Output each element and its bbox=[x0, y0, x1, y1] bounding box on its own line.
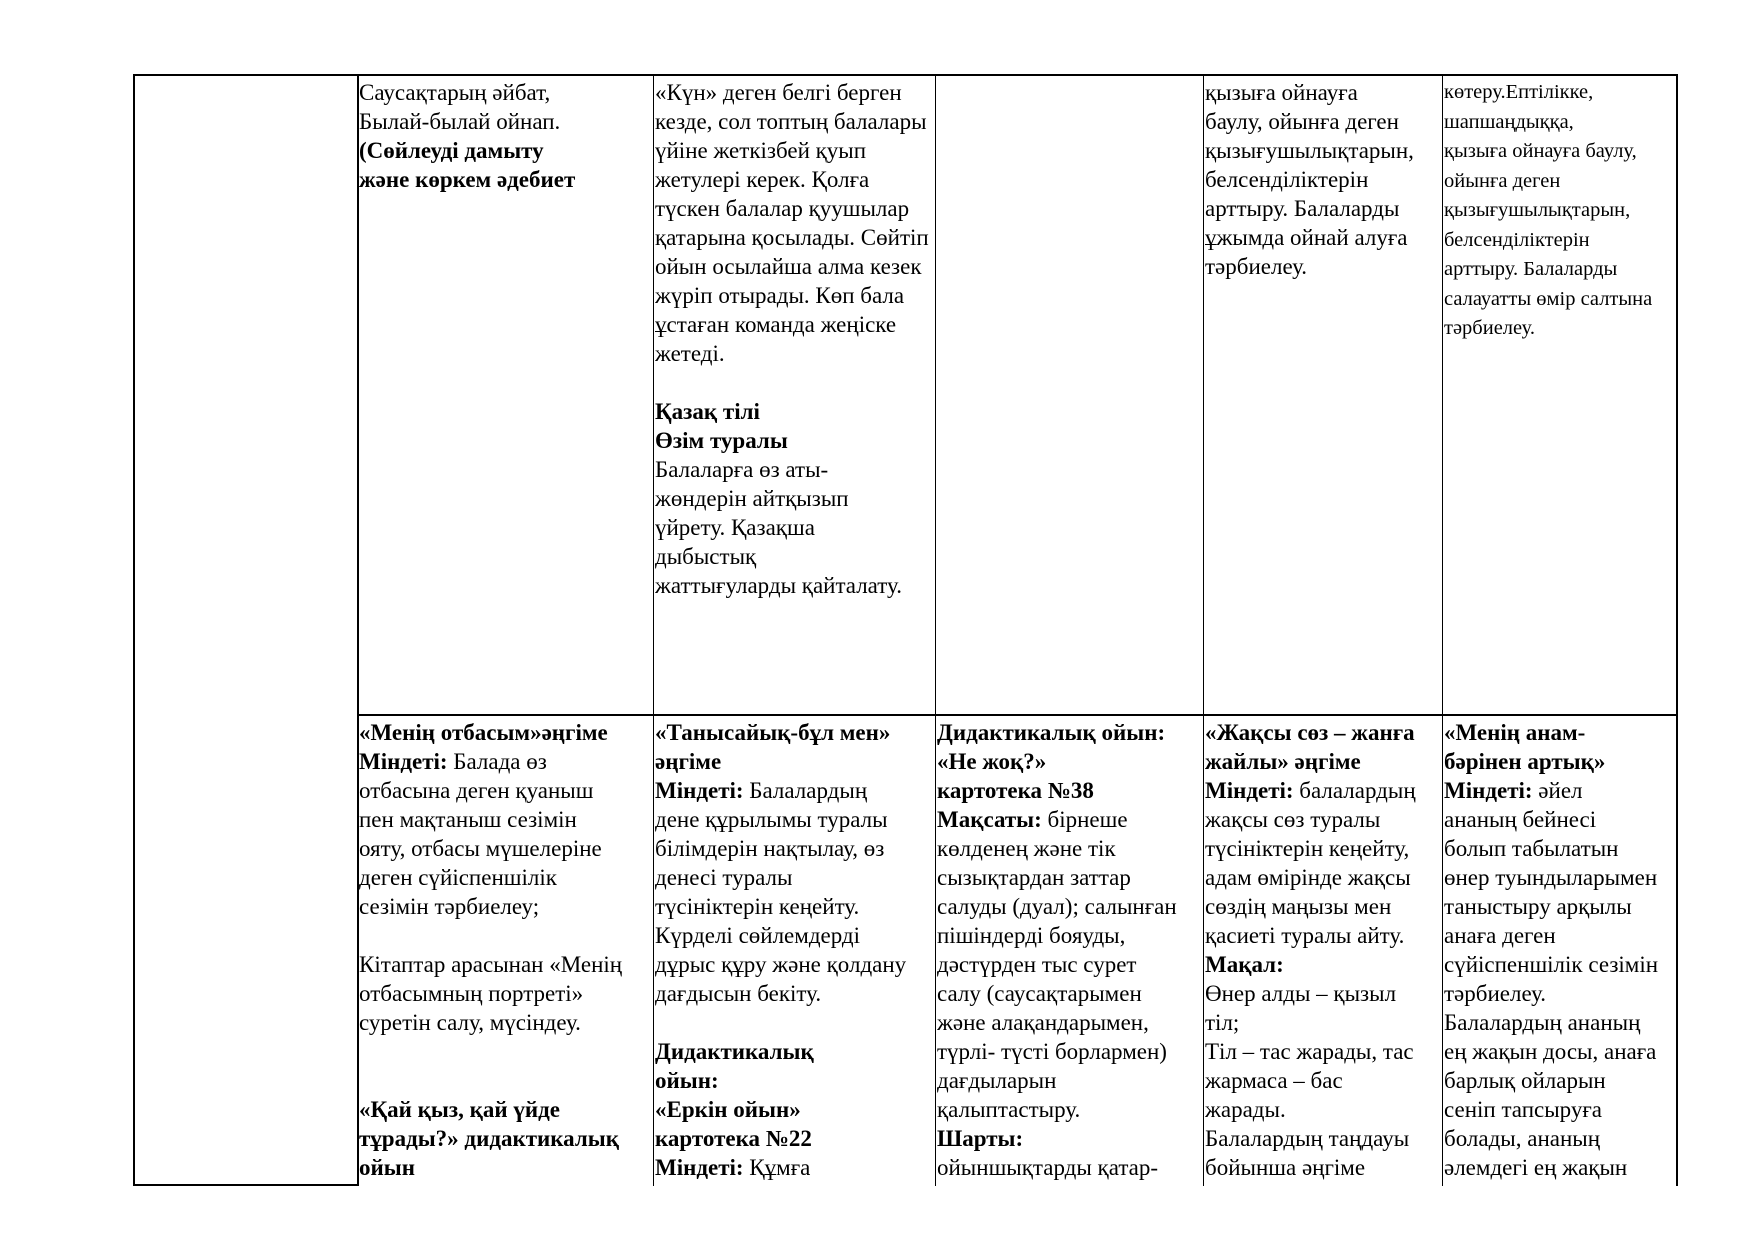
row1-col2-cell bbox=[655, 78, 935, 600]
task-text: Балада өз отбасына деген қуаныш пен мақтаныш сезімін ояту, отбасы мүшелеріне деген сүйіспеншілік сезімін тәрбиелеу; bbox=[359, 749, 602, 919]
rhyme-line-1: Саусақтарың әйбат, bbox=[359, 80, 551, 105]
task-text: Балалардың дене құрылымы туралы білімдерін нақтылау, өз денесі туралы түсініктерін кеңейту. Күрделі сөйлемдерді дұрыс құру және қолдану дағдысын бекіту. bbox=[655, 778, 907, 1006]
proverb-text: Өнер алды – қызыл тіл; Тіл – тас жарады, тас жармаса – бас жарады. Балалардың таңдауы бойынша әңгіме bbox=[1205, 981, 1414, 1180]
row-divider bbox=[359, 714, 1678, 716]
goal-text: бірнеше көлденең және тік сызықтардан заттар салуды (дуал); салынған пішіндерді бояуды, дәстүрден тыс сурет салу (саусақтарымен және алақандарымен, түрлі- түсті борлармен) дағдыларын қалыптастыру. bbox=[937, 807, 1177, 1122]
activity-title: «Танысайық-бұл мен» әңгіме bbox=[655, 720, 891, 774]
activity-title: «Жақсы сөз – жанға жайлы» әңгіме bbox=[1205, 720, 1415, 774]
column-divider-5 bbox=[1442, 74, 1443, 1186]
drawing-task-text: Кітаптар арасынан «Менің отбасымның портреті» суретін салу, мүсіндеу. bbox=[359, 952, 623, 1035]
task-label: Міндеті: bbox=[1444, 778, 1533, 803]
row2-col1-cell bbox=[359, 718, 651, 1184]
subject-heading: Қазақ тілі bbox=[655, 399, 760, 424]
table-top-border bbox=[133, 74, 1678, 76]
task-text-2: Құмға bbox=[743, 1155, 811, 1180]
task-text: әйел ананың бейнесі болып табылатын өнер туындыларымен таныстыру арқылы анаға деген сүйіспеншілік сезімін тәрбиелеу. Балалардың ананың ең жақын досы, анаға барлық ойларын сеніп тапсыруға болады, ананың әлемдегі ең жақын bbox=[1444, 778, 1659, 1180]
first-column-bottom-border bbox=[133, 1184, 359, 1186]
activity-title: «Менің отбасым»әңгіме bbox=[359, 720, 608, 745]
proverb-label: Мақал: bbox=[1205, 952, 1284, 977]
rhyme-line-2: Былай-былай ойнап. bbox=[359, 109, 561, 134]
table-left-border bbox=[133, 74, 135, 1186]
task-label: Міндеті: bbox=[359, 749, 448, 774]
game-title: «Қай қыз, қай үйде тұрады?» дидактикалық ойын bbox=[359, 1097, 619, 1180]
goal-label: Мақсаты: bbox=[937, 807, 1042, 832]
row2-col2-cell bbox=[655, 718, 935, 1184]
task-label-2: Міндеті: bbox=[655, 1155, 744, 1180]
goal-text: көтеру.Ептілікке, шапшаңдыққа, қызыға ойнауға баулу, ойынға деген қызығушылықтарын, белсенділіктерін арттыру. Балаларды салауатты өмір салтына тәрбиелеу. bbox=[1444, 81, 1653, 339]
column-divider-2 bbox=[653, 74, 654, 1186]
task-text: балалардың жақсы сөз туралы түсініктерін кеңейту, адам өмірінде жақсы сөздің маңызы мен қасиеті туралы айту. bbox=[1205, 778, 1416, 948]
task-label: Міндеті: bbox=[655, 778, 744, 803]
table-right-border bbox=[1676, 74, 1678, 1186]
row1-col4-cell bbox=[1205, 78, 1441, 281]
subject-label: (Сөйлеуді дамыту және көркем әдебиет bbox=[359, 138, 576, 192]
game-title: Дидактикалық ойын: «Еркін ойын» картотека №22 bbox=[655, 1039, 814, 1151]
goal-text: қызыға ойнауға баулу, ойынға деген қызығушылықтарын, белсенділіктерін арттыру. Балаларды ұжымда ойнай алуға тәрбиелеу. bbox=[1205, 80, 1414, 279]
rules-text: ойыншықтарды қатар- bbox=[937, 1155, 1159, 1180]
topic-heading: Өзім туралы bbox=[655, 428, 788, 453]
row2-col3-cell bbox=[937, 718, 1203, 1184]
row1-col1-cell bbox=[359, 78, 651, 194]
activity-title: Дидактикалық ойын: «Не жоқ?» картотека №38 bbox=[937, 720, 1166, 803]
topic-description: Балаларға өз аты- жөндерін айтқызып үйрету. Қазақша дыбыстық жаттығуларды қайталату. bbox=[655, 457, 902, 598]
column-divider-3 bbox=[935, 74, 936, 1186]
activity-title: «Менің анам- бәрінен артық» bbox=[1444, 720, 1606, 774]
row2-col4-cell bbox=[1205, 718, 1441, 1184]
task-label: Міндеті: bbox=[1205, 778, 1294, 803]
column-divider-4 bbox=[1203, 74, 1204, 1186]
rules-label: Шарты: bbox=[937, 1126, 1024, 1151]
row2-col5-cell bbox=[1444, 718, 1676, 1184]
game-description: «Күн» деген белгі берген кезде, сол топтың балалары үйіне жеткізбей қуып жетулері керек. Қолға түскен балалар қуушылар қатарына қосылады. Сөйтіп ойын осылайша алма кезек жүріп отырады. Көп бала ұстаған команда жеңіске жетеді. bbox=[655, 80, 929, 366]
row1-col5-cell bbox=[1444, 78, 1676, 344]
